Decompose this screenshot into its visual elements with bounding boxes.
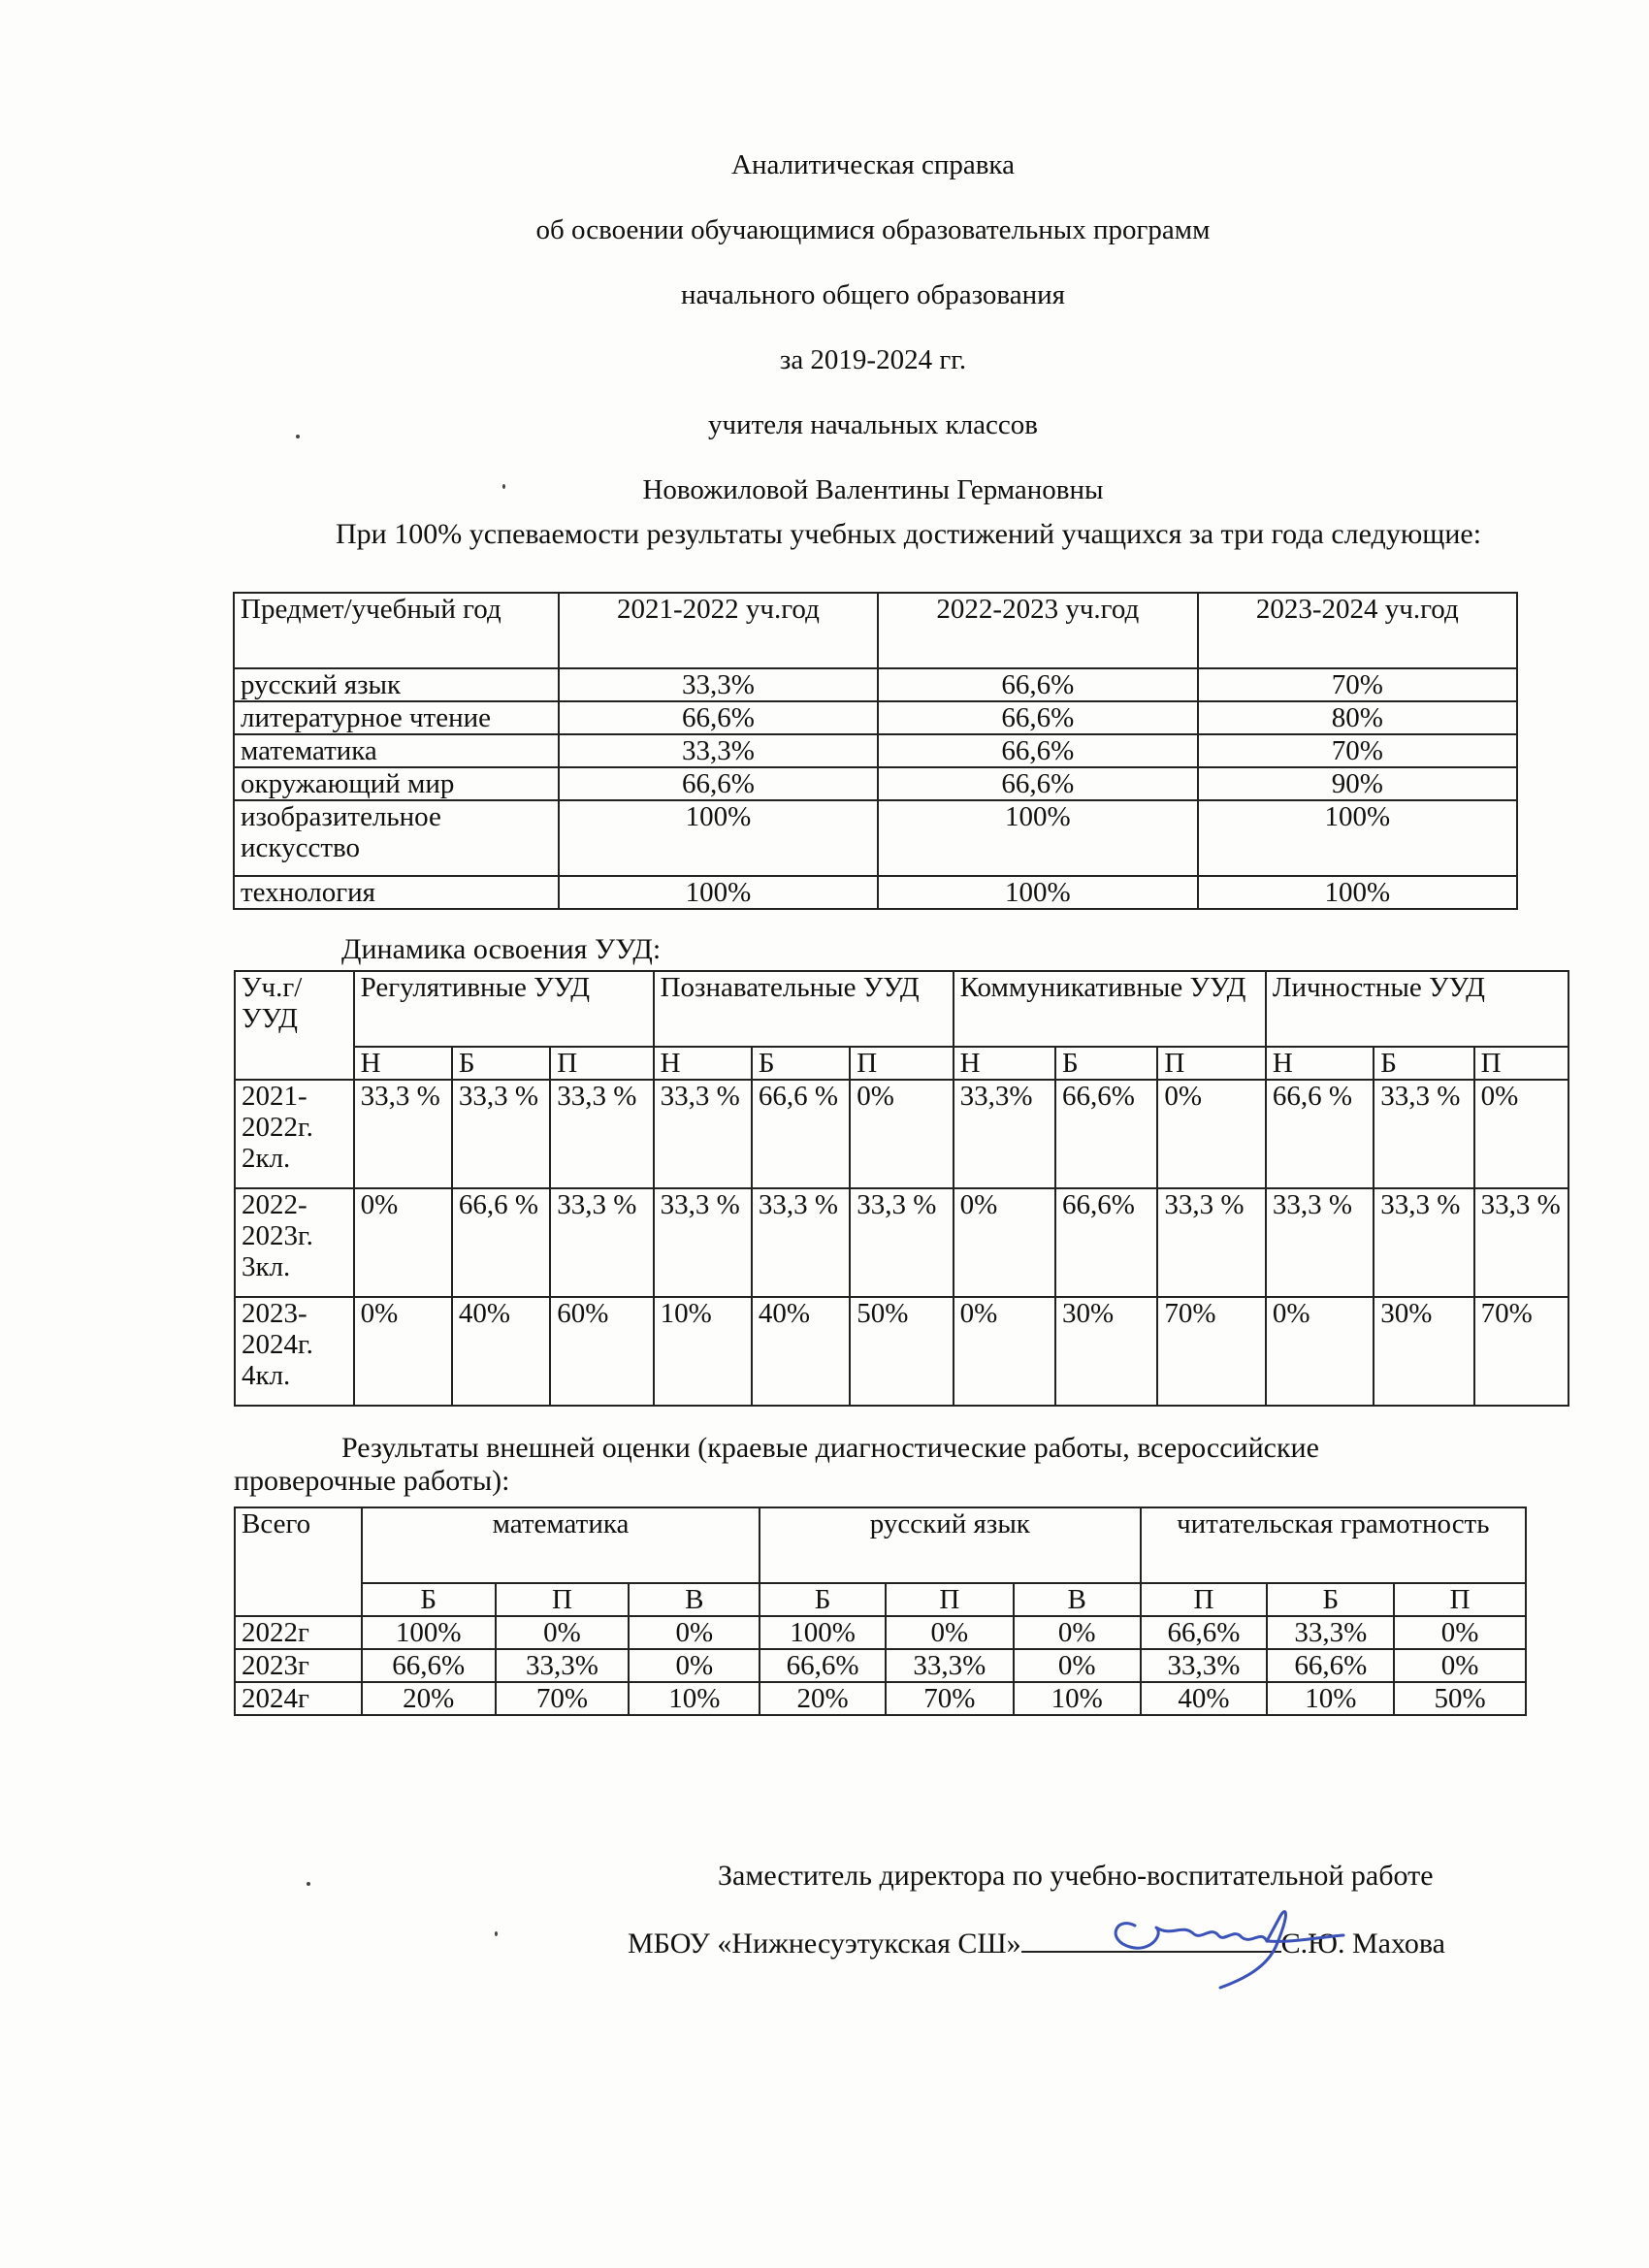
value-cell: 0% (496, 1616, 630, 1649)
doc-title-line1: Аналитическая справка (731, 149, 1015, 180)
value-cell: 30% (1374, 1297, 1473, 1406)
value-cell: 40% (1141, 1682, 1268, 1715)
uud-group-header-cell: Личностные УУД (1266, 971, 1568, 1047)
scan-speck (495, 1931, 498, 1936)
doc-title-line6: Новожиловой Валентины Германовны (642, 474, 1104, 505)
value-cell: 66,6% (878, 734, 1197, 767)
value-cell: 70% (1198, 734, 1517, 767)
signature-line (628, 1926, 1520, 1961)
value-cell: 50% (1394, 1682, 1526, 1715)
table-row (234, 668, 1517, 701)
value-cell: 0% (954, 1188, 1055, 1297)
year-cell: 2021-2022г. 2кл. (235, 1080, 354, 1188)
value-cell: 10% (654, 1297, 752, 1406)
value-cell: 66,6% (878, 668, 1197, 701)
results-header-year: 2023-2024 уч.год (1198, 593, 1517, 668)
value-cell: 0% (354, 1297, 452, 1406)
value-cell: 0% (1394, 1616, 1526, 1649)
uud-sub-header-cell: П (550, 1047, 653, 1080)
uud-sub-header-cell: П (1157, 1047, 1265, 1080)
value-cell: 66,6% (362, 1649, 496, 1682)
value-cell: 66,6% (1141, 1616, 1268, 1649)
uud-group-header-cell: Регулятивные УУД (354, 971, 654, 1047)
signatory-name: С.Ю. Махова (1280, 1928, 1445, 1960)
value-cell: 66,6% (559, 767, 878, 800)
value-cell: 100% (559, 876, 878, 909)
ext-caption: Результаты внешней оценки (краевые диагностические работы, всероссийские проверочные работы): (234, 1432, 1319, 1497)
value-cell: 60% (550, 1297, 653, 1406)
table-row (234, 800, 1517, 876)
table-row (234, 701, 1517, 734)
uud-sub-header-cell: Н (1266, 1047, 1374, 1080)
ext-corner-cell: Всего (235, 1507, 362, 1616)
uud-sub-header-cell: Б (1055, 1047, 1157, 1080)
handwritten-signature (1096, 1887, 1348, 1993)
value-cell: 33,3 % (1374, 1080, 1473, 1188)
value-cell: 66,6 % (1266, 1080, 1374, 1188)
value-cell: 0% (1394, 1649, 1526, 1682)
value-cell: 0% (1157, 1080, 1265, 1188)
value-cell: 33,3% (954, 1080, 1055, 1188)
ext-sub-header-cell: В (1014, 1583, 1141, 1616)
year-cell: 2023-2024г. 4кл. (235, 1297, 354, 1406)
uud-sub-header-cell: Н (354, 1047, 452, 1080)
uud-sub-header-cell: Б (452, 1047, 550, 1080)
table-row (235, 1188, 1568, 1297)
subject-cell: русский язык (234, 668, 559, 701)
ext-group-header-cell: математика (362, 1507, 760, 1583)
subject-cell: изобразительное искусство (234, 800, 559, 876)
external-assessment-table (234, 1507, 1527, 1716)
value-cell: 0% (850, 1080, 953, 1188)
value-cell: 66,6% (559, 701, 878, 734)
results-header-year: 2022-2023 уч.год (878, 593, 1197, 668)
year-cell: 2022г (235, 1616, 362, 1649)
organization-name: МБОУ «Нижнесуэтукская СШ» (628, 1928, 1021, 1960)
doc-title-line3: начального общего образования (681, 279, 1065, 310)
uud-sub-header-cell: Б (1374, 1047, 1473, 1080)
results-table-header (234, 593, 1517, 668)
value-cell: 70% (1157, 1297, 1265, 1406)
value-cell: 33,3 % (550, 1188, 653, 1297)
ext-group-header-cell: читательская грамотность (1141, 1507, 1526, 1583)
value-cell: 33,3% (559, 734, 878, 767)
value-cell: 0% (1474, 1080, 1568, 1188)
value-cell: 70% (496, 1682, 630, 1715)
table-row (234, 767, 1517, 800)
value-cell: 33,3 % (850, 1188, 953, 1297)
value-cell: 66,6% (878, 701, 1197, 734)
value-cell: 66,6% (1267, 1649, 1394, 1682)
ext-group-header-cell: русский язык (760, 1507, 1140, 1583)
value-cell: 100% (1198, 876, 1517, 909)
value-cell: 90% (1198, 767, 1517, 800)
value-cell: 33,3 % (1266, 1188, 1374, 1297)
value-cell: 20% (760, 1682, 886, 1715)
table-row (234, 734, 1517, 767)
scan-speck (307, 1882, 310, 1886)
value-cell: 33,3% (559, 668, 878, 701)
value-cell: 40% (452, 1297, 550, 1406)
ext-sub-header-cell: П (886, 1583, 1014, 1616)
doc-title-line5: учителя начальных классов (708, 409, 1038, 440)
value-cell: 66,6 % (452, 1188, 550, 1297)
uud-sub-header-cell: Н (654, 1047, 752, 1080)
value-cell: 100% (559, 800, 878, 876)
uud-sub-header-cell: Б (752, 1047, 850, 1080)
value-cell: 66,6% (760, 1649, 886, 1682)
value-cell: 100% (1198, 800, 1517, 876)
value-cell: 0% (354, 1188, 452, 1297)
value-cell: 33,3 % (752, 1188, 850, 1297)
value-cell: 66,6% (878, 767, 1197, 800)
value-cell: 10% (1267, 1682, 1394, 1715)
value-cell: 100% (362, 1616, 496, 1649)
value-cell: 10% (1014, 1682, 1141, 1715)
results-table (233, 592, 1518, 910)
value-cell: 0% (1266, 1297, 1374, 1406)
table-row (235, 1616, 1526, 1649)
value-cell: 50% (850, 1297, 953, 1406)
value-cell: 33,3 % (354, 1080, 452, 1188)
ext-sub-header-cell: П (1394, 1583, 1526, 1616)
value-cell: 33,3% (1141, 1649, 1268, 1682)
ext-sub-header (235, 1583, 1526, 1616)
ext-group-header (235, 1507, 1526, 1583)
value-cell: 70% (886, 1682, 1014, 1715)
value-cell: 33,3 % (654, 1188, 752, 1297)
uud-sub-header-cell: Н (954, 1047, 1055, 1080)
ext-sub-header-cell: Б (760, 1583, 886, 1616)
value-cell: 33,3 % (452, 1080, 550, 1188)
results-header-year: 2021-2022 уч.год (559, 593, 878, 668)
uud-sub-header-cell: П (850, 1047, 953, 1080)
ext-sub-header-cell: П (496, 1583, 630, 1616)
uud-group-header (235, 971, 1568, 1047)
value-cell: 20% (362, 1682, 496, 1715)
value-cell: 0% (629, 1649, 760, 1682)
ext-sub-header-cell: Б (362, 1583, 496, 1616)
value-cell: 33,3 % (1157, 1188, 1265, 1297)
value-cell: 33,3 % (1474, 1188, 1568, 1297)
uud-corner-cell: Уч.г/ УУД (235, 971, 354, 1080)
scan-speck (296, 435, 300, 438)
value-cell: 0% (954, 1297, 1055, 1406)
value-cell: 33,3% (496, 1649, 630, 1682)
value-cell: 33,3 % (1374, 1188, 1473, 1297)
value-cell: 33,3 % (654, 1080, 752, 1188)
subject-cell: технология (234, 876, 559, 909)
year-cell: 2022-2023г. 3кл. (235, 1188, 354, 1297)
value-cell: 0% (629, 1616, 760, 1649)
value-cell: 33,3 % (550, 1080, 653, 1188)
table-row (235, 1649, 1526, 1682)
subject-cell: литературное чтение (234, 701, 559, 734)
ext-sub-header-cell: Б (1267, 1583, 1394, 1616)
value-cell: 33,3% (886, 1649, 1014, 1682)
results-header-subject: Предмет/учебный год (234, 593, 559, 668)
ext-sub-header-cell: В (629, 1583, 760, 1616)
year-cell: 2024г (235, 1682, 362, 1715)
value-cell: 100% (878, 800, 1197, 876)
subject-cell: окружающий мир (234, 767, 559, 800)
signatory-position: Заместитель директора по учебно-воспитательной работе (718, 1860, 1434, 1892)
value-cell: 100% (878, 876, 1197, 909)
value-cell: 10% (629, 1682, 760, 1715)
value-cell: 100% (760, 1616, 886, 1649)
value-cell: 70% (1198, 668, 1517, 701)
value-cell: 66,6% (1055, 1080, 1157, 1188)
table-row (234, 876, 1517, 909)
uud-table (234, 970, 1569, 1407)
subject-cell: математика (234, 734, 559, 767)
value-cell: 33,3% (1267, 1616, 1394, 1649)
uud-sub-header (235, 1047, 1568, 1080)
uud-group-header-cell: Познавательные УУД (654, 971, 954, 1047)
value-cell: 0% (1014, 1616, 1141, 1649)
table-row (235, 1080, 1568, 1188)
value-cell: 40% (752, 1297, 850, 1406)
uud-caption: Динамика освоения УУД: (341, 933, 662, 965)
intro-paragraph: При 100% успеваемости результаты учебных достижений учащихся за три года следующие: (336, 518, 1482, 550)
year-cell: 2023г (235, 1649, 362, 1682)
doc-title-line4: за 2019-2024 гг. (779, 344, 967, 375)
uud-sub-header-cell: П (1474, 1047, 1568, 1080)
table-row (235, 1297, 1568, 1406)
value-cell: 0% (886, 1616, 1014, 1649)
ext-sub-header-cell: П (1141, 1583, 1268, 1616)
uud-group-header-cell: Коммуникативные УУД (954, 971, 1266, 1047)
value-cell: 66,6 % (752, 1080, 850, 1188)
value-cell: 0% (1014, 1649, 1141, 1682)
value-cell: 30% (1055, 1297, 1157, 1406)
value-cell: 66,6% (1055, 1188, 1157, 1297)
table-row (235, 1682, 1526, 1715)
value-cell: 80% (1198, 701, 1517, 734)
value-cell: 70% (1474, 1297, 1568, 1406)
scan-speck (502, 484, 505, 489)
doc-title-line2: об освоении обучающимися образовательных программ (535, 214, 1211, 245)
